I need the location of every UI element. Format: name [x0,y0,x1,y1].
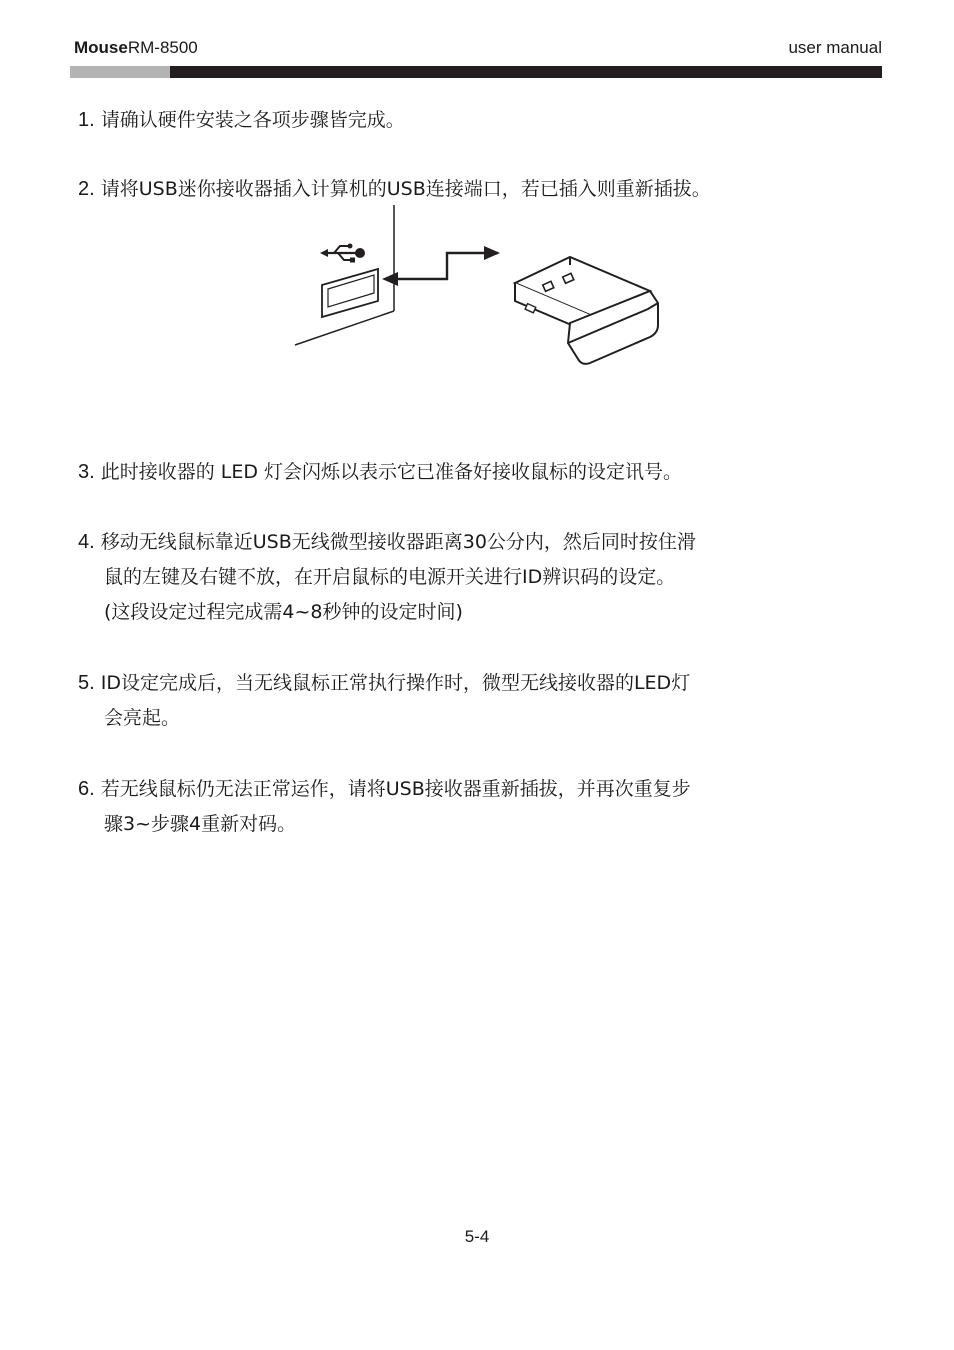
step-4-text-line-2: 鼠的左键及右键不放，在开启鼠标的电源开关进行ID辨识码的设定。 [104,566,676,588]
header-rule-light [70,66,170,78]
page-number: 5-4 [464,1227,490,1246]
step-6-text-line-1: 若无线鼠标仍无法正常运作，请将USB接收器重新插拔，并再次重复步 [100,778,691,800]
page-header [74,38,882,62]
step-5-text-line-2: 会亮起。 [104,707,181,729]
manual-label: user manual [788,38,882,57]
step-2: 2. 请将USB迷你接收器插入计算机的USB连接端口，若已插入则重新插拔。 [78,178,711,200]
step-3: 3. 此时接收器的 LED 灯会闪烁以表示它已准备好接收鼠标的设定讯号。 [78,461,683,483]
step-4: 4. 移动无线鼠标靠近USB无线微型接收器距离30公分内，然后同时按住滑 鼠的左键及右键不放，在开启鼠标的电源开关进行ID辨识码的设定。 (这段设定过程完成需4~8秒钟的设定时间) [78,525,696,630]
computer-side [295,205,394,345]
header-rule [70,66,882,78]
step-4-note: (这段设定过程完成需4~8秒钟的设定时间) [104,601,463,623]
step-2-text: 请将USB迷你接收器插入计算机的USB连接端口，若已插入则重新插拔。 [100,178,711,200]
product-name: MouseRM-8500 [74,38,198,57]
step-3-text: 此时接收器的 LED 灯会闪烁以表示它已准备好接收鼠标的设定讯号。 [100,461,683,483]
header-rule-dark [170,66,882,78]
step-4-text-line-1: 移动无线鼠标靠近USB无线微型接收器距离30公分内，然后同时按住滑 [100,531,696,553]
usb-receiver-diagram [290,205,670,365]
usb-receiver [515,257,658,364]
step-6: 6. 若无线鼠标仍无法正常运作，请将USB接收器重新插拔，并再次重复步 骤3~步骤4重新对码。 [78,772,691,842]
step-1: 1. 请确认硬件安装之各项步骤皆完成。 [78,109,405,131]
connection-arrow [382,246,500,286]
step-5: 5. ID设定完成后，当无线鼠标正常执行操作时，微型无线接收器的LED灯 会亮起。 [78,666,690,736]
step-6-text-line-2: 骤3~步骤4重新对码。 [104,813,297,835]
step-5-text-line-1: ID设定完成后，当无线鼠标正常执行操作时，微型无线接收器的LED灯 [100,672,691,694]
step-1-text: 请确认硬件安装之各项步骤皆完成。 [100,109,405,131]
usb-icon [320,244,365,263]
